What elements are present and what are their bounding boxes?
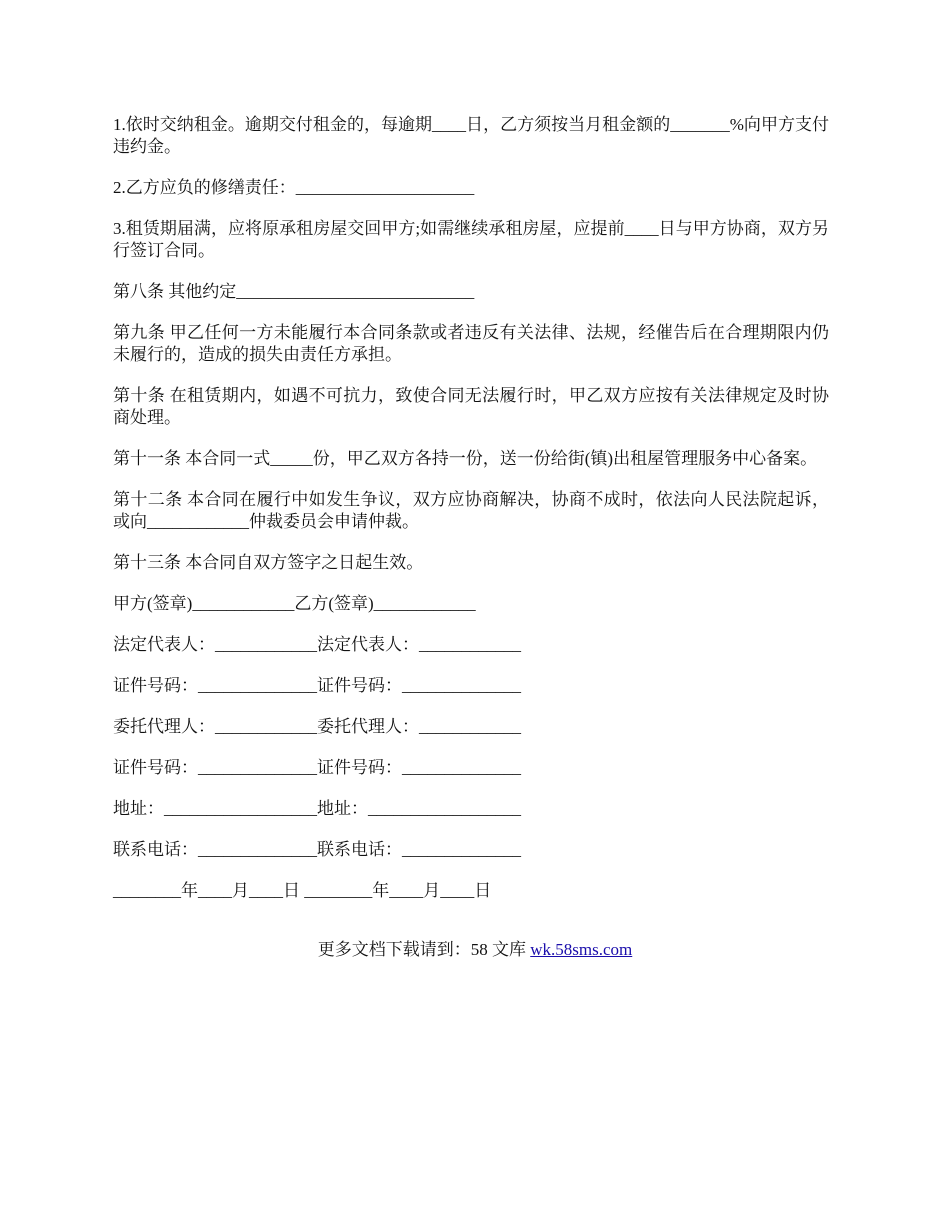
signature-line-date: ________年____月____日 ________年____月____日: [113, 881, 492, 900]
signature-line-parties: 甲方(签章)____________乙方(签章)____________: [113, 594, 476, 613]
signature-line-agent-id-number: 证件号码：______________证件号码：______________: [113, 758, 521, 777]
signature-line-agent: 委托代理人：____________委托代理人：____________: [113, 717, 521, 736]
clause-3-lease-expiry: 3.租赁期届满，应将原承租房屋交回甲方;如需继续承租房屋，应提前____日与甲方协商，双方另行签订合同。: [113, 219, 829, 260]
signature-line-phone: 联系电话：______________联系电话：______________: [113, 840, 521, 859]
footer-text: 更多文档下载请到：58 文库: [317, 940, 531, 959]
footer-link[interactable]: wk.58sms.com: [530, 940, 633, 959]
signature-line-address: 地址：__________________地址：__________________: [113, 799, 521, 818]
clause-2-repair-duty: 2.乙方应负的修缮责任：_____________________: [113, 178, 475, 197]
signature-line-id-number: 证件号码：______________证件号码：______________: [113, 676, 521, 695]
article-8-other-terms: 第八条 其他约定____________________________: [113, 282, 475, 301]
article-13-effective: 第十三条 本合同自双方签字之日起生效。: [113, 553, 424, 572]
clause-1-rent-payment: 1.依时交纳租金。逾期交付租金的，每逾期____日，乙方须按当月租金额的_______%向甲方支付违约金。: [113, 115, 829, 156]
article-9-breach: 第九条 甲乙任何一方未能履行本合同条款或者违反有关法律、法规，经催告后在合理期限内仍未履行的，造成的损失由责任方承担。: [113, 323, 829, 364]
document-body: [113, 114, 829, 921]
article-11-copies: 第十一条 本合同一式_____份，甲乙双方各持一份，送一份给街(镇)出租屋管理服务中心备案。: [113, 449, 818, 468]
footer: [0, 939, 950, 961]
article-12-disputes: 第十二条 本合同在履行中如发生争议，双方应协商解决，协商不成时，依法向人民法院起诉，或向____________仲裁委员会申请仲裁。: [113, 490, 829, 531]
signature-line-legal-rep: 法定代表人：____________法定代表人：____________: [113, 635, 521, 654]
article-10-force-majeure: 第十条 在租赁期内，如遇不可抗力，致使合同无法履行时，甲乙双方应按有关法律规定及时协商处理。: [113, 386, 829, 427]
